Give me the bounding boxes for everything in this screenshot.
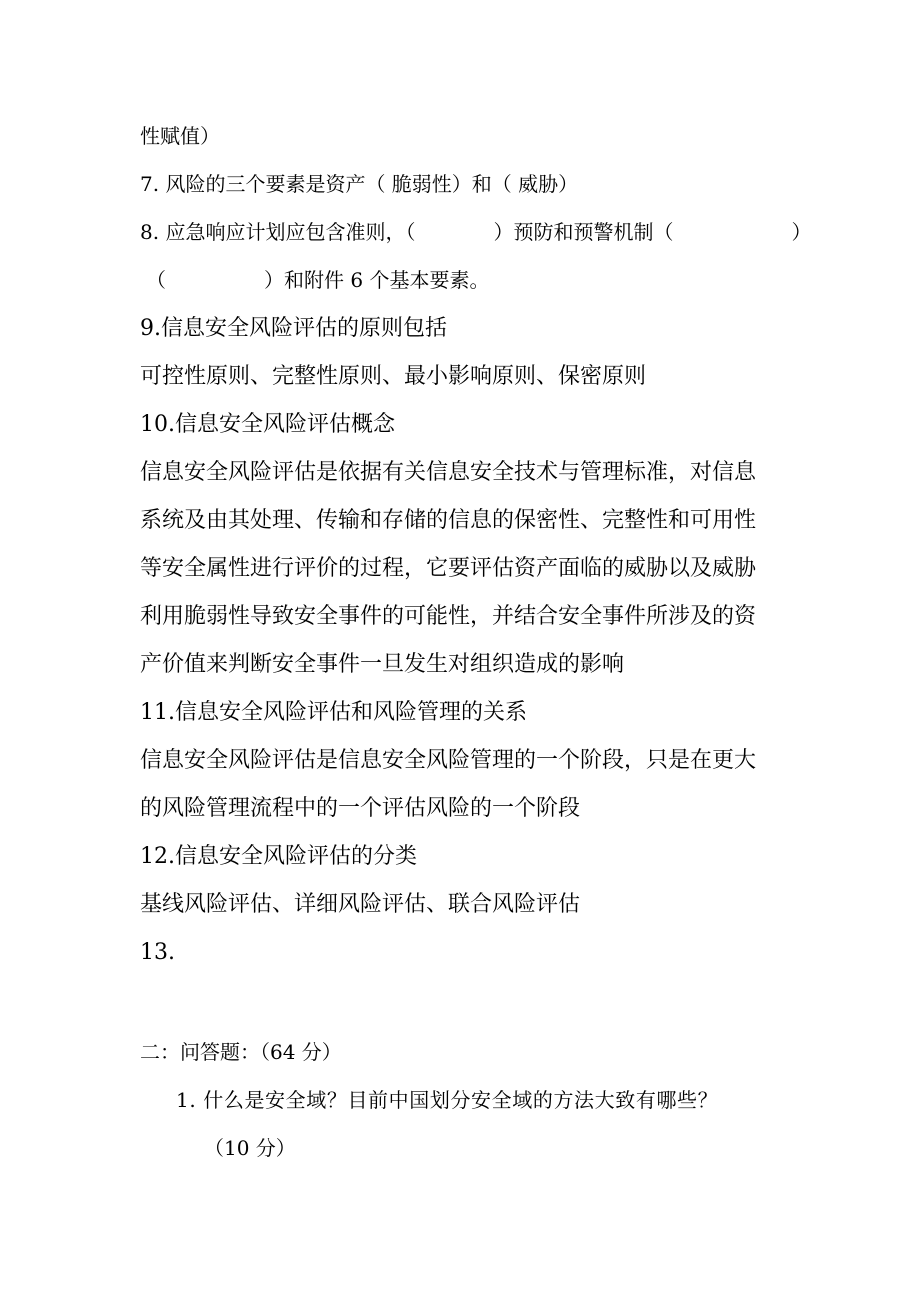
question-11-answer-line: 信息安全风险评估是信息安全风险管理的一个阶段，只是在更大 xyxy=(140,748,757,773)
section-2-question-1-score: （10 分） xyxy=(204,1136,296,1160)
question-10-answer-line: 产价值来判断安全事件一旦发生对组织造成的影响 xyxy=(140,652,625,677)
question-12-title: 12.信息安全风险评估的分类 xyxy=(140,844,417,869)
q8-part-5: ）和附件 6 个基本要素。 xyxy=(264,268,490,292)
question-10-title: 10.信息安全风险评估概念 xyxy=(140,412,395,437)
question-8-line-2 xyxy=(146,270,489,290)
question-13: 13. xyxy=(140,940,175,965)
question-12-answer: 基线风险评估、详细风险评估、联合风险评估 xyxy=(140,892,581,917)
question-10-answer-line: 等安全属性进行评价的过程，它要评估资产面临的威胁以及威胁 xyxy=(140,556,757,581)
question-8-line-1 xyxy=(140,222,811,242)
question-7: 7. 风险的三个要素是资产（ 脆弱性）和（ 威胁） xyxy=(140,172,579,196)
question-11-title: 11.信息安全风险评估和风险管理的关系 xyxy=(140,700,527,725)
q8-part-1: 8. 应急响应计划应包含准则，（ xyxy=(140,220,416,244)
section-2-heading: 二：问答题：（64 分） xyxy=(140,1040,342,1064)
question-11-answer-line: 的风险管理流程中的一个评估风险的一个阶段 xyxy=(140,796,581,821)
continuation-text: 性赋值） xyxy=(140,124,220,148)
question-10-answer-line: 系统及由其处理、传输和存储的信息的保密性、完整性和可用性 xyxy=(140,508,757,533)
q8-part-2: ）预防和预警机制（ xyxy=(493,220,674,244)
q8-part-3: ） xyxy=(791,220,812,244)
section-2-question-1: 1. 什么是安全域？目前中国划分安全域的方法大致有哪些？ xyxy=(176,1088,719,1112)
question-10-answer-line: 信息安全风险评估是依据有关信息安全技术与管理标准，对信息 xyxy=(140,460,757,485)
question-10-answer-line: 利用脆弱性导致安全事件的可能性，并结合安全事件所涉及的资 xyxy=(140,604,757,629)
question-9-title: 9.信息安全风险评估的原则包括 xyxy=(140,316,447,341)
question-9-answer: 可控性原则、完整性原则、最小影响原则、保密原则 xyxy=(140,364,647,389)
q8-part-4: （ xyxy=(146,268,166,292)
